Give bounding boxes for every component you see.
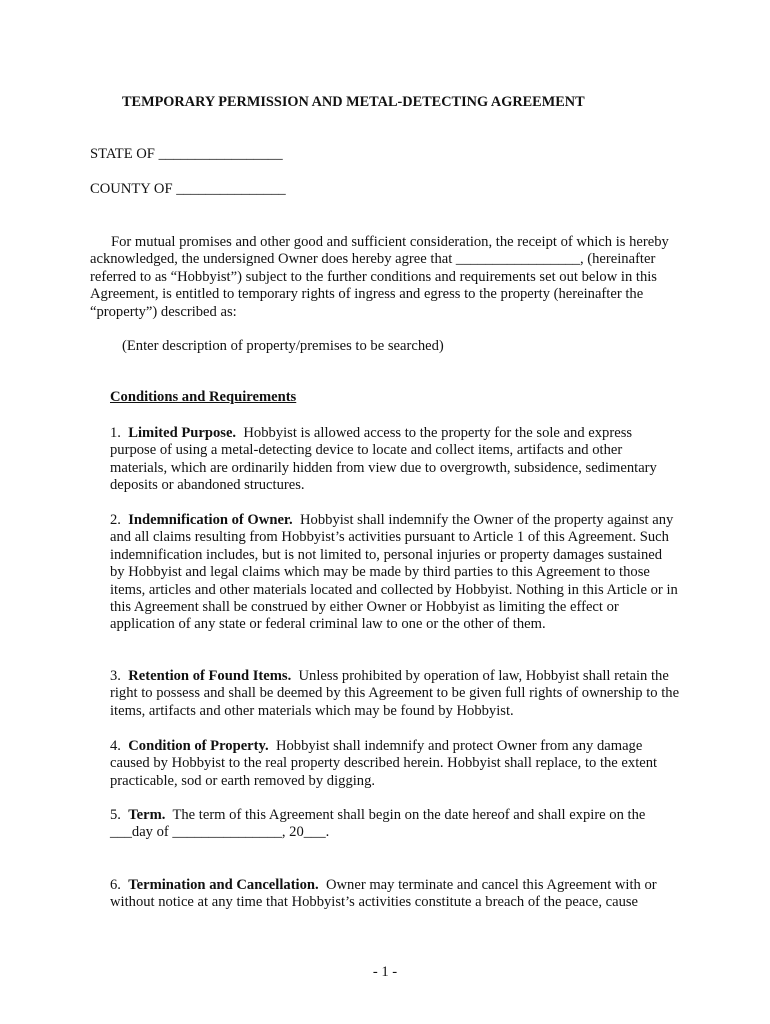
clause-number: 3. [110, 668, 121, 684]
clause-1 [110, 425, 680, 495]
page-number: - 1 - [372, 964, 398, 980]
clause-heading: Limited Purpose. [128, 425, 237, 441]
clause-text: Hobbyist is allowed access to the property for the sole and express purpose of using a metal-detecting device to locate and collect items, artifacts and other materials, which are ordinarily hidden from view due to overgrowth, subsidence, sedimentary deposits or abandoned structures. [110, 425, 657, 494]
document-title: TEMPORARY PERMISSION AND METAL-DETECTING AGREEMENT [122, 94, 585, 110]
intro-paragraph: For mutual promises and other good and sufficient consideration, the receipt of which is hereby acknowledged, the undersigned Owner does hereby agree that _________________, (hereinafter referred to as “Hobbyist”) subject to the further conditions and requirements set out below in this Agreement, is entitled to temporary rights of ingress and egress to the property (hereinafter the “property”) described as: [90, 234, 669, 320]
county-line: COUNTY OF _______________ [90, 181, 286, 197]
clause-3 [110, 668, 680, 720]
clause-text: Owner may terminate and cancel this Agreement with or without notice at any time that Hobbyist’s activities constitute a breach of the peace, cause [110, 877, 657, 911]
clause-heading: Termination and Cancellation. [128, 877, 319, 893]
state-line: STATE OF _________________ [90, 146, 283, 162]
conditions-heading: Conditions and Requirements [110, 389, 297, 405]
clause-number: 6. [110, 877, 121, 893]
clause-6 [110, 877, 680, 912]
clause-heading: Indemnification of Owner. [128, 512, 293, 528]
clause-heading: Retention of Found Items. [128, 668, 292, 684]
clause-heading: Condition of Property. [128, 738, 269, 754]
clause-number: 2. [110, 512, 121, 528]
clause-number: 4. [110, 738, 121, 754]
clause-text: Hobbyist shall indemnify and protect Owner from any damage caused by Hobbyist to the real property described herein. Hobbyist shall replace, to the extent practicable, sod or earth removed by digging. [110, 738, 658, 789]
clause-2 [110, 512, 680, 634]
clause-text: Hobbyist shall indemnify the Owner of the property against any and all claims resulting from Hobbyist’s activities pursuant to Article 1 of this Agreement. Such indemnification includes, but is not limited to, personal injuries or property damages sustained by Hobbyist and legal claims which may be made by third parties to this Agreement to those items, articles and other materials located and collected by Hobbyist. Nothing in this Article or in this Agreement shall be construed by either Owner or Hobbyist as limiting the effect or application of any state or federal criminal law to one or the other of them. [110, 512, 678, 633]
clause-4 [110, 738, 680, 790]
clause-number: 1. [110, 425, 121, 441]
clause-heading: Term. [128, 807, 166, 823]
clause-number: 5. [110, 807, 121, 823]
clause-5 [110, 807, 680, 842]
clause-text: Unless prohibited by operation of law, Hobbyist shall retain the right to possess and shall be deemed by this Agreement to be given full rights of ownership to the items, artifacts and other materials which may be found by Hobbyist. [110, 668, 680, 719]
property-description-placeholder: (Enter description of property/premises to be searched) [122, 338, 444, 354]
clause-text: The term of this Agreement shall begin on the date hereof and shall expire on the ___day of _______________, 20___. [110, 807, 646, 841]
